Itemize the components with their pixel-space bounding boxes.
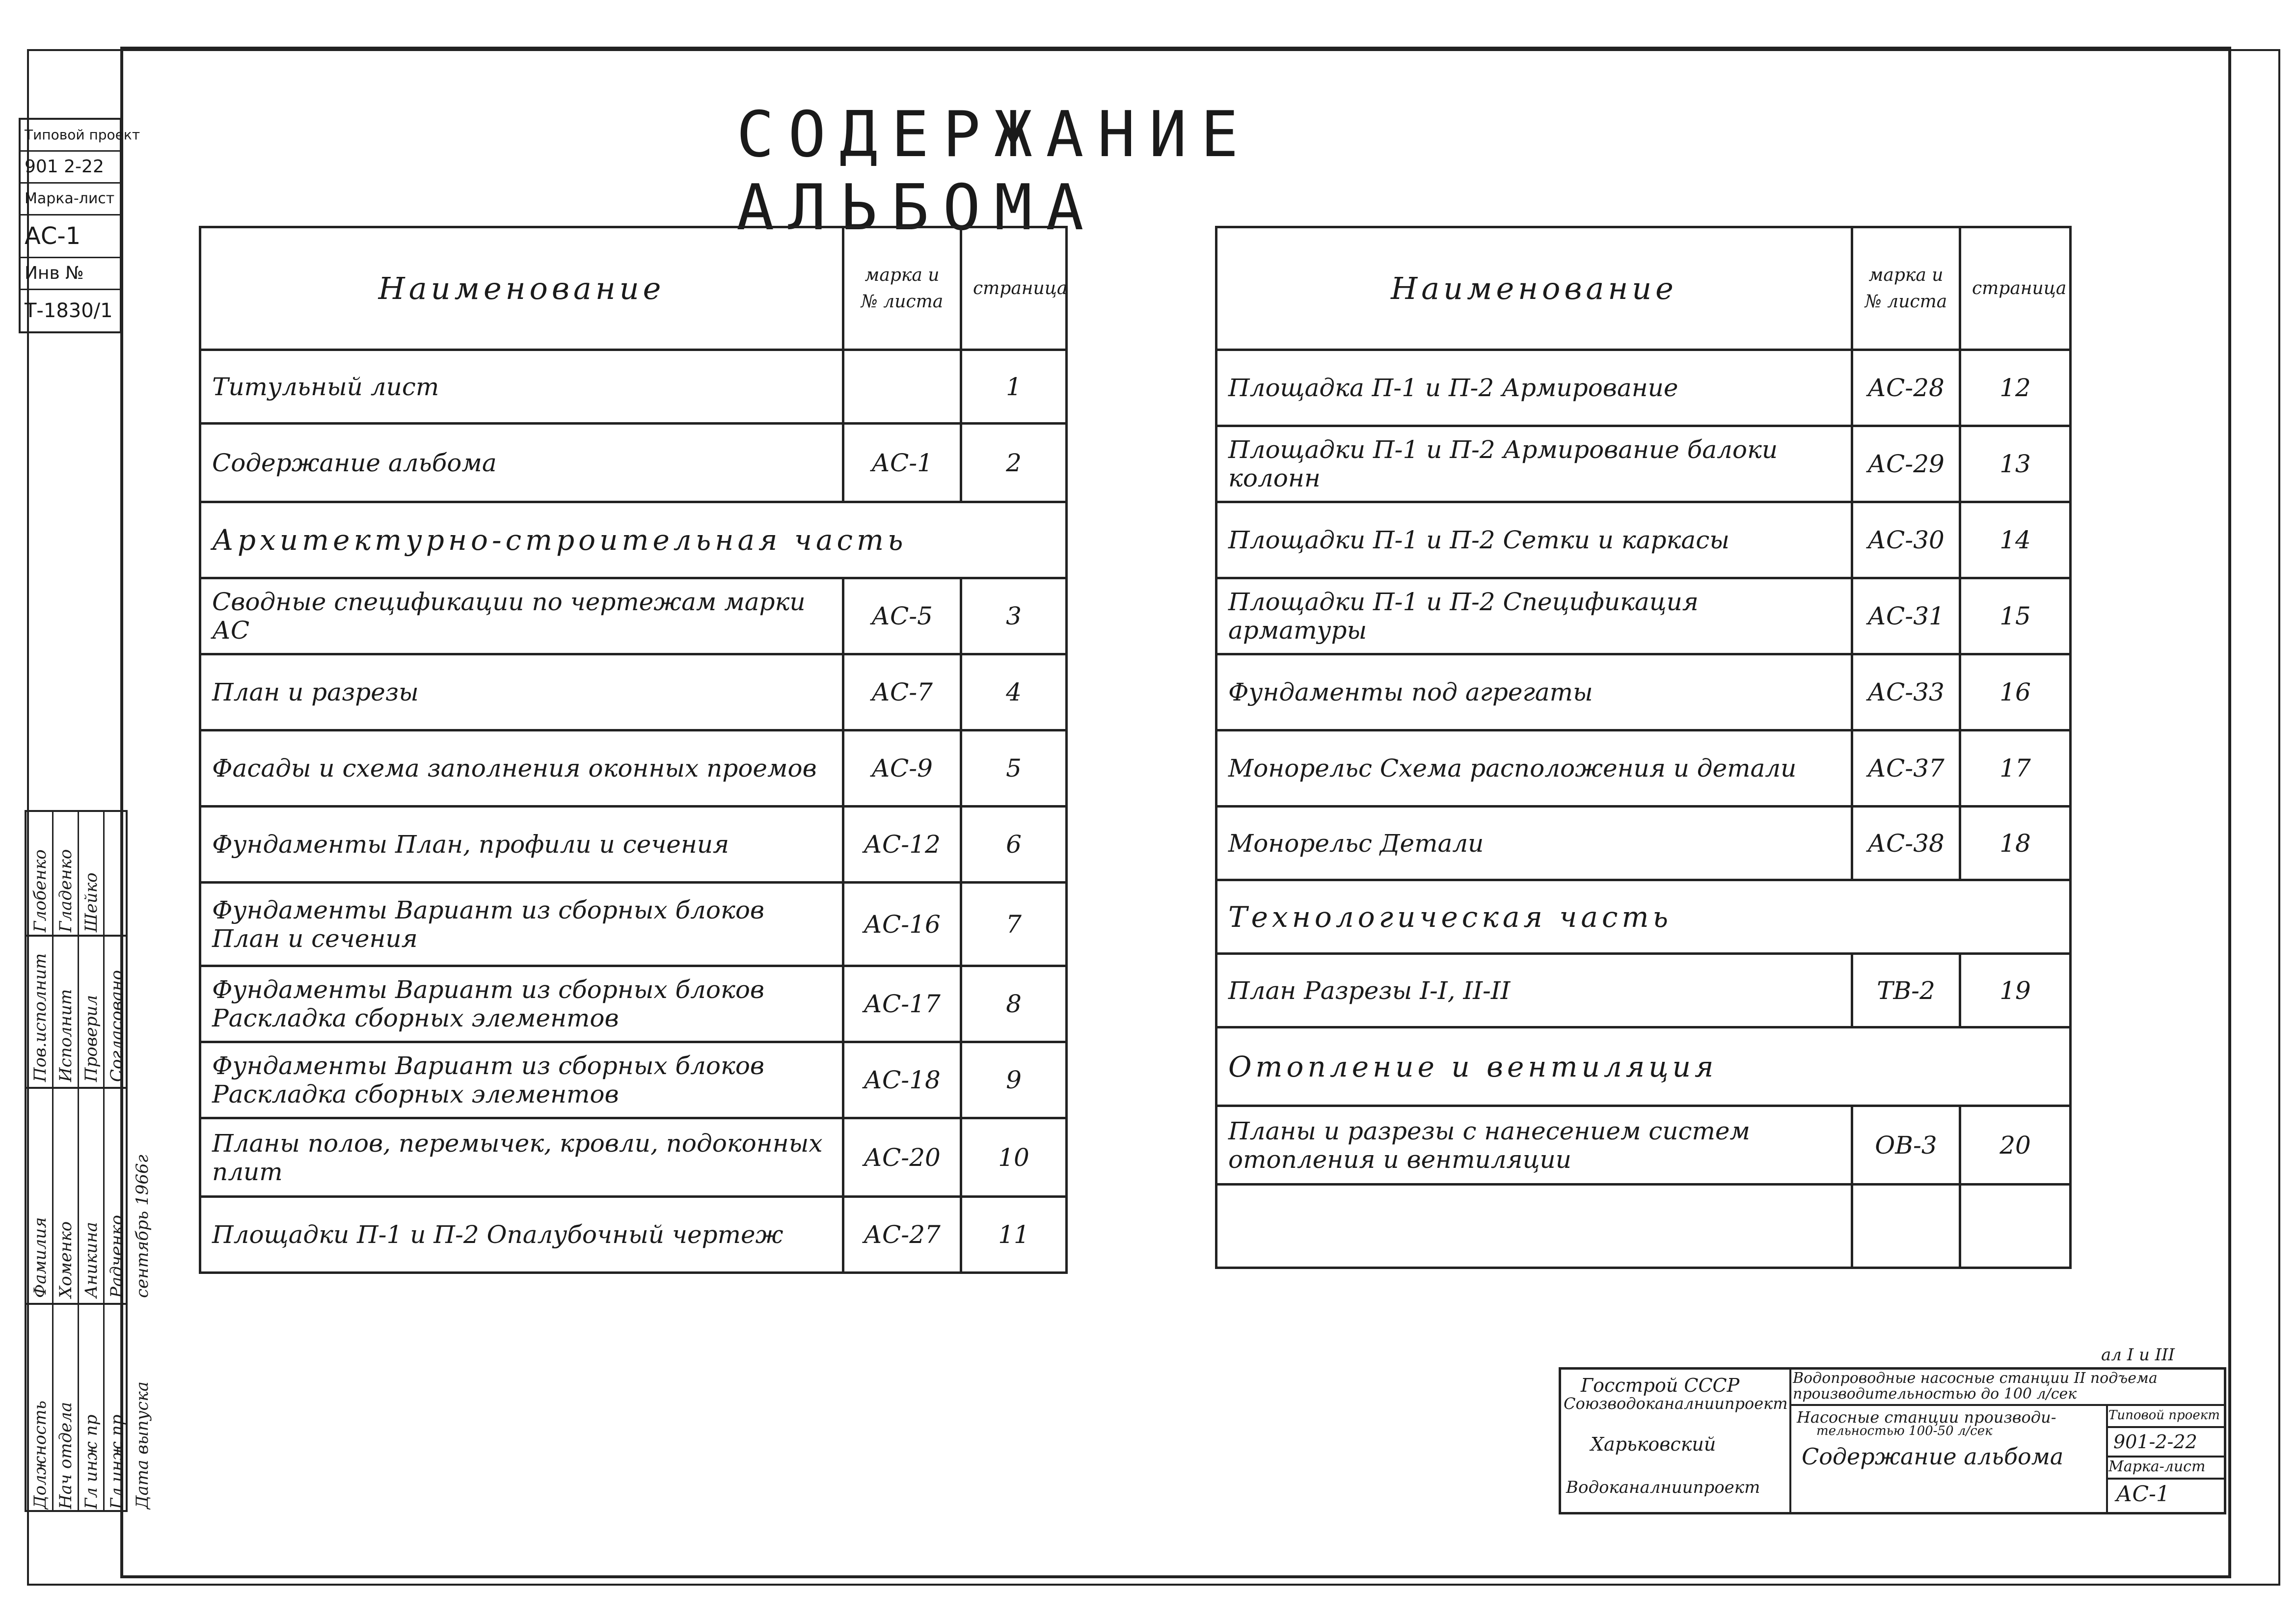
row-name: Сводные спецификации по чертежам марки АС	[200, 578, 843, 654]
table-row	[200, 807, 1067, 883]
header-name: Наименование	[200, 227, 843, 350]
row-name: Фундаменты План, профили и сечения	[200, 807, 843, 883]
table-row	[1216, 807, 2071, 880]
desc-line-2: производительностью до 100 л/сек	[1793, 1385, 2077, 1403]
stamp-text: Должность	[30, 1400, 50, 1509]
row-page: 6	[961, 807, 1067, 883]
org-line-1: Госстрой СССР	[1581, 1375, 1740, 1396]
row-mark: АС-5	[843, 578, 961, 654]
org-line-4: Водоканалниипроект	[1566, 1478, 1760, 1497]
sheet-title: Содержание альбома	[1802, 1443, 2064, 1470]
title-block	[1559, 1367, 2226, 1514]
stamp-text: Согласовано	[107, 970, 127, 1082]
org-line-2: Союзводоканалниипроект	[1564, 1394, 1788, 1413]
tb-project-code: 901-2-22	[2113, 1431, 2197, 1453]
row-name: Площадки П-1 и П-2 Сетки и каркасы	[1216, 502, 1852, 578]
table-row	[1216, 502, 2071, 578]
section-row	[200, 502, 1067, 578]
table-row	[1216, 578, 2071, 654]
row-name: Площадки П-1 и П-2 Спецификация арматуры	[1216, 578, 1852, 654]
table-row	[200, 578, 1067, 654]
row-name	[1216, 1185, 1852, 1268]
table-row	[200, 1118, 1067, 1197]
stamp-text: Дата выпуска	[133, 1381, 152, 1509]
row-mark: АС-7	[843, 654, 961, 730]
project-code: 901 2-22	[21, 152, 120, 184]
section-title: Технологическая часть	[1216, 880, 2071, 954]
header-mark: марка и № листа	[843, 227, 961, 350]
row-page: 20	[1960, 1106, 2071, 1185]
row-page: 15	[1960, 578, 2071, 654]
row-page: 9	[961, 1042, 1067, 1118]
row-name: Площадки П-1 и П-2 Опалубочный чертеж	[200, 1197, 843, 1273]
row-mark: АС-37	[1852, 730, 1960, 807]
row-page: 10	[961, 1118, 1067, 1197]
row-name: Фундаменты Вариант из сборных блоков План и сечения	[200, 883, 843, 966]
inv-code: Т-1830/1	[25, 299, 113, 322]
row-mark: АС-17	[843, 966, 961, 1042]
desc-line-4: тельностью 100-50 л/сек	[1816, 1424, 1993, 1438]
table-row	[1216, 1106, 2071, 1185]
row-name: Фундаменты Вариант из сборных блоков Раскладка сборных элементов	[200, 1042, 843, 1118]
row-mark: АС-9	[843, 730, 961, 807]
desc-line-1: Водопроводные насосные станции II подъема	[1793, 1370, 2158, 1387]
row-mark	[1852, 1185, 1960, 1268]
row-mark: АС-12	[843, 807, 961, 883]
stamp-text: Шейко	[81, 872, 101, 932]
row-page: 2	[961, 424, 1067, 502]
row-name: Фундаменты под агрегаты	[1216, 654, 1852, 730]
stamp-text: Глобенко	[30, 849, 50, 932]
row-mark: АС-33	[1852, 654, 1960, 730]
row-page: 3	[961, 578, 1067, 654]
section-row	[1216, 1027, 2071, 1106]
table-header	[1216, 227, 2071, 350]
table-row	[1216, 730, 2071, 807]
row-mark: ТВ-2	[1852, 954, 1960, 1027]
table-row	[1216, 350, 2071, 426]
row-name: Планы полов, перемычек, кровли, подоконных плит	[200, 1118, 843, 1197]
toc-table-right	[1215, 226, 2072, 1269]
table-header	[200, 227, 1067, 350]
stamp-text: Гл инж пр	[107, 1414, 127, 1509]
row-page: 16	[1960, 654, 2071, 730]
row-name: Монорельс Схема расположения и детали	[1216, 730, 1852, 807]
table-row	[200, 1042, 1067, 1118]
row-name: Фундаменты Вариант из сборных блоков Раскладка сборных элементов	[200, 966, 843, 1042]
section-title: Архитектурно-строительная часть	[200, 502, 1067, 578]
row-mark: АС-20	[843, 1118, 961, 1197]
inv-label: Инв №	[21, 258, 120, 290]
header-name: Наименование	[1216, 227, 1852, 350]
row-page: 13	[1960, 426, 2071, 502]
tb-sheet-code: АС-1	[2116, 1482, 2170, 1507]
row-page: 1	[961, 350, 1067, 424]
stamp-text: Гл инж пр	[81, 1414, 101, 1509]
row-mark: АС-38	[1852, 807, 1960, 880]
row-page: 5	[961, 730, 1067, 807]
stamp-text: Исполнит	[56, 989, 76, 1082]
stamp-text: Гладенко	[56, 849, 76, 932]
row-page: 4	[961, 654, 1067, 730]
table-row	[200, 730, 1067, 807]
header-page: страница	[1960, 227, 2071, 350]
tb-project-label: Типовой проект	[2108, 1408, 2220, 1423]
table-row	[200, 1197, 1067, 1273]
sheet-code: АС-1	[21, 216, 120, 258]
table-row	[200, 350, 1067, 424]
row-mark: АС-28	[1852, 350, 1960, 426]
row-page: 18	[1960, 807, 2071, 880]
row-name: План Разрезы I-I, II-II	[1216, 954, 1852, 1027]
row-mark	[843, 350, 961, 424]
stamp-text: сентябрь 1966г	[133, 1155, 152, 1298]
stamp-text: Проверил	[81, 995, 101, 1082]
desc-line-3: Насосные станции производи-	[1797, 1408, 2056, 1427]
signature-stamp	[25, 810, 152, 1512]
album-note: ал I и III	[2101, 1345, 2175, 1365]
stamp-text: Фамилия	[30, 1217, 50, 1298]
row-name: Монорельс Детали	[1216, 807, 1852, 880]
table-row	[200, 966, 1067, 1042]
project-label: Типовой проект	[21, 120, 120, 152]
table-row	[200, 654, 1067, 730]
row-name: План и разрезы	[200, 654, 843, 730]
stamp-text: Аникина	[81, 1222, 101, 1298]
table-row	[200, 424, 1067, 502]
row-name: Площадка П-1 и П-2 Армирование	[1216, 350, 1852, 426]
table-row	[1216, 954, 2071, 1027]
row-name: Титульный лист	[200, 350, 843, 424]
page-title: СОДЕРЖАНИЕ АЛЬБОМА	[736, 98, 1252, 244]
row-page: 11	[961, 1197, 1067, 1273]
stamp-text: Радченко	[107, 1215, 127, 1298]
stamp-text: Хоменко	[56, 1221, 76, 1298]
table-row	[1216, 1185, 2071, 1268]
row-mark: ОВ-3	[1852, 1106, 1960, 1185]
row-page: 12	[1960, 350, 2071, 426]
left-id-stack	[19, 118, 140, 333]
row-mark: АС-16	[843, 883, 961, 966]
toc-table-left	[199, 226, 1068, 1274]
row-mark: АС-18	[843, 1042, 961, 1118]
stamp-text: Пов.исполнит	[30, 953, 50, 1082]
row-page: 8	[961, 966, 1067, 1042]
row-name: Фасады и схема заполнения оконных проемов	[200, 730, 843, 807]
table-row	[200, 883, 1067, 966]
row-name: Площадки П-1 и П-2 Армирование балоки колонн	[1216, 426, 1852, 502]
row-mark: АС-31	[1852, 578, 1960, 654]
stamp-text: Нач отдела	[56, 1402, 76, 1509]
org-line-3: Харьковский	[1591, 1433, 1716, 1455]
section-row	[1216, 880, 2071, 954]
table-row	[1216, 654, 2071, 730]
row-mark: АС-27	[843, 1197, 961, 1273]
header-mark: марка и № листа	[1852, 227, 1960, 350]
header-page: страница	[961, 227, 1067, 350]
row-name: Содержание альбома	[200, 424, 843, 502]
row-mark: АС-1	[843, 424, 961, 502]
row-page	[1960, 1185, 2071, 1268]
row-name: Планы и разрезы с нанесением систем отопления и вентиляции	[1216, 1106, 1852, 1185]
row-page: 7	[961, 883, 1067, 966]
row-page: 17	[1960, 730, 2071, 807]
row-mark: АС-30	[1852, 502, 1960, 578]
row-page: 14	[1960, 502, 2071, 578]
sheet-label: Марка-лист	[21, 184, 120, 216]
section-title: Отопление и вентиляция	[1216, 1027, 2071, 1106]
row-mark: АС-29	[1852, 426, 1960, 502]
table-row	[1216, 426, 2071, 502]
row-page: 19	[1960, 954, 2071, 1027]
tb-sheet-label: Марка-лист	[2108, 1458, 2206, 1475]
